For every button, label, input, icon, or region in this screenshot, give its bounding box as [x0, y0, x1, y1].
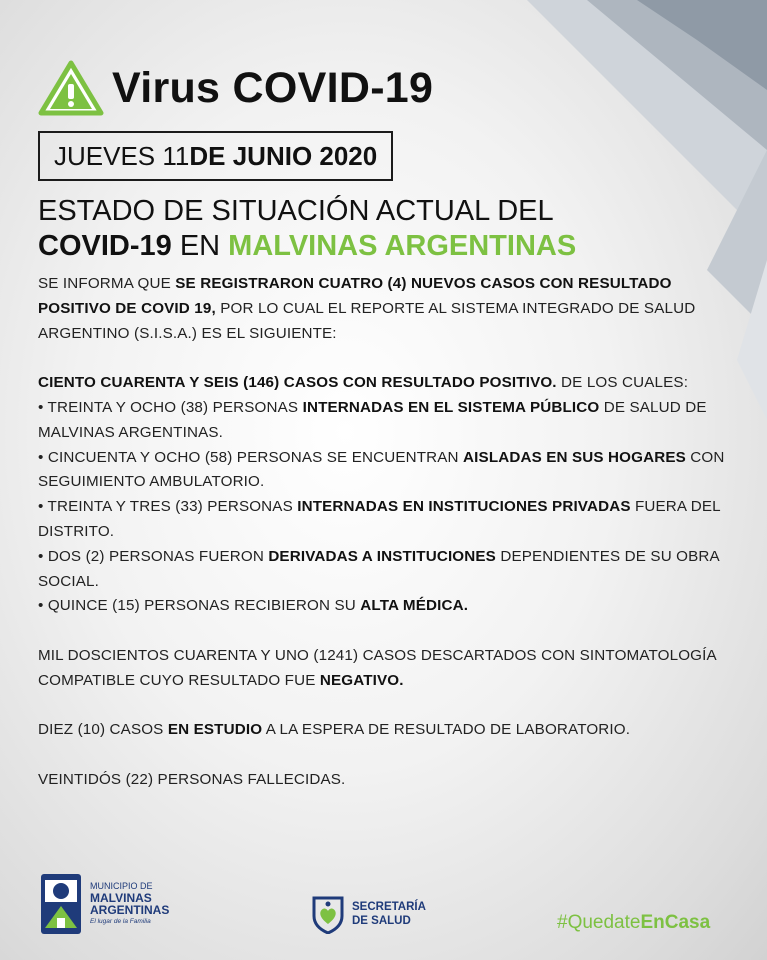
municipality-logo	[38, 868, 169, 940]
municipality-tagline: El lugar de la Familia	[90, 918, 151, 925]
deaths-paragraph: VEINTIDÓS (22) PERSONAS FALLECIDAS.	[38, 770, 346, 788]
bullet-text: DEPENDIENTES DE SU OBRA SOCIAL.	[38, 547, 719, 590]
bullet-text: CON SEGUIMIENTO AMBULATORIO.	[38, 448, 725, 491]
bullet-item	[38, 495, 738, 545]
municipality-text	[90, 880, 169, 928]
municipality-emblem-icon	[38, 868, 84, 940]
intro-text-2: POR LO CUAL EL REPORTE AL SISTEMA INTEGRADO DE SALUD ARGENTINO (S.I.S.A.) ES EL SIGUIENTE:	[38, 299, 696, 342]
headline-line1: ESTADO DE SITUACIÓN ACTUAL DEL	[38, 195, 554, 227]
bullet-bold: AISLADAS EN SUS HOGARES	[463, 448, 686, 466]
positives-paragraph	[38, 371, 738, 396]
bullet-text: FUERA DEL DISTRITO.	[38, 498, 721, 540]
headline-place: MALVINAS ARGENTINAS	[228, 230, 577, 262]
bullet-bold: INTERNADAS EN INSTITUCIONES PRIVADAS	[297, 498, 631, 516]
date-weekday: JUEVES 11	[54, 140, 190, 171]
heart-shield-icon	[310, 894, 346, 934]
bullet-bold: DERIVADAS A INSTITUCIONES	[268, 547, 496, 565]
date-box	[38, 131, 393, 181]
municipality-line2: MALVINAS	[90, 891, 152, 905]
bullet-text: • TREINTA Y OCHO (38) PERSONAS	[38, 398, 303, 416]
municipality-line3: ARGENTINAS	[90, 903, 170, 917]
bullet-item	[38, 446, 738, 496]
discarded-paragraph	[38, 644, 738, 694]
hashtag-part2: EnCasa	[640, 912, 711, 933]
health-line1: SECRETARÍA	[352, 901, 426, 913]
bullet-bold: ALTA MÉDICA.	[360, 597, 469, 615]
municipality-line1: MUNICIPIO DE	[90, 881, 153, 891]
bullet-text: • DOS (2) PERSONAS FUERON	[38, 547, 269, 565]
intro-bold: SE REGISTRARON CUATRO (4) NUEVOS CASOS CON RESULTADO POSITIVO DE COVID 19,	[38, 275, 672, 317]
positives-text: DE LOS CUALES:	[556, 374, 689, 392]
bullet-text: • TREINTA Y TRES (33) PERSONAS	[38, 498, 298, 516]
study-bold: EN ESTUDIO	[167, 721, 263, 739]
study-text-2: A LA ESPERA DE RESULTADO DE LABORATORIO.	[262, 721, 631, 739]
headline-line2	[38, 229, 576, 264]
hashtag-part1: #Quedate	[557, 912, 641, 933]
footer	[0, 868, 767, 948]
health-secretariat-logo	[310, 894, 426, 934]
header	[38, 60, 433, 116]
page-title: Virus COVID-19	[112, 63, 434, 112]
health-line2: DE SALUD	[352, 915, 411, 927]
study-text-1: DIEZ (10) CASOS	[38, 721, 168, 739]
positives-bold: CIENTO CUARENTA Y SEIS (146) CASOS CON RESULTADO POSITIVO.	[38, 374, 557, 392]
headline-covid: COVID-19	[38, 230, 172, 262]
report-body	[38, 272, 738, 793]
hashtag	[557, 912, 710, 934]
bullet-item	[38, 545, 738, 595]
discarded-bold: NEGATIVO.	[319, 671, 404, 689]
discarded-text: MIL DOSCIENTOS CUARENTA Y UNO (1241) CASOS DESCARTADOS CON SINTOMATOLOGÍA COMPATIBLE CUYO RESULTADO FUE	[38, 646, 716, 689]
intro-paragraph	[38, 272, 738, 346]
study-paragraph	[38, 718, 738, 743]
date-month-year: DE JUNIO 2020	[189, 140, 378, 171]
bullet-text: • QUINCE (15) PERSONAS RECIBIERON SU	[38, 597, 361, 615]
warning-icon	[38, 60, 104, 116]
intro-text-1: SE INFORMA QUE	[38, 275, 176, 292]
bullet-item	[38, 594, 738, 619]
headline-en: EN	[171, 230, 229, 262]
bullet-text: • CINCUENTA Y OCHO (58) PERSONAS SE ENCUENTRAN	[38, 448, 464, 466]
bullet-text: DE SALUD DE MALVINAS ARGENTINAS.	[38, 398, 707, 441]
health-secretariat-text	[352, 900, 426, 928]
bullet-bold: INTERNADAS EN EL SISTEMA PÚBLICO	[302, 398, 600, 416]
bullet-item	[38, 396, 738, 446]
headline	[38, 194, 576, 264]
